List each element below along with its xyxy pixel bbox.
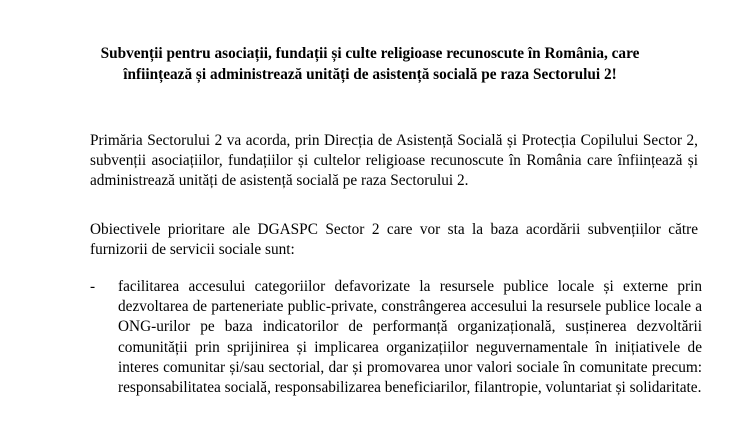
objectives-list xyxy=(90,277,702,398)
list-item-text: facilitarea accesului categoriilor defavorizate la resursele publice locale și externe prin dezvoltarea de parteneriate public-private, constrângerea accesului la resursele publice locale a ONG-urilor pe baza indicatorilor de performanță organizațională, susținerea dezvoltării comunității prin sprijinirea și implicarea organizațiilor neguvernamentale în inițiativele de interes comunitar și/sau sectorial, dar și promovarea unor valori sociale în comunitate precum: responsabilitatea socială, responsabilizarea beneficiarilor, filantropie, voluntariat și solidaritate. xyxy=(118,278,702,397)
list-item xyxy=(90,277,702,398)
document-title: Subvenții pentru asociații, fundații și culte religioase recunoscute în România, care înființează și administrează unități de asistență socială pe raza Sectorului 2! xyxy=(100,45,640,83)
paragraph-objectives: Obiectivele prioritare ale DGASPC Sector 2 care vor sta la baza acordării subvențiilor către furnizorii de servicii sociale sunt: xyxy=(90,221,698,258)
paragraph-intro: Primăria Sectorului 2 va acorda, prin Direcția de Asistență Socială și Protecția Copilului Sector 2, subvenții asociațiilor, fundațiilor și cultelor religioase recunoscute în România care înființează și administrează unități de asistență socială pe raza Sectorului 2. xyxy=(90,132,698,189)
list-bullet: - xyxy=(90,278,96,295)
